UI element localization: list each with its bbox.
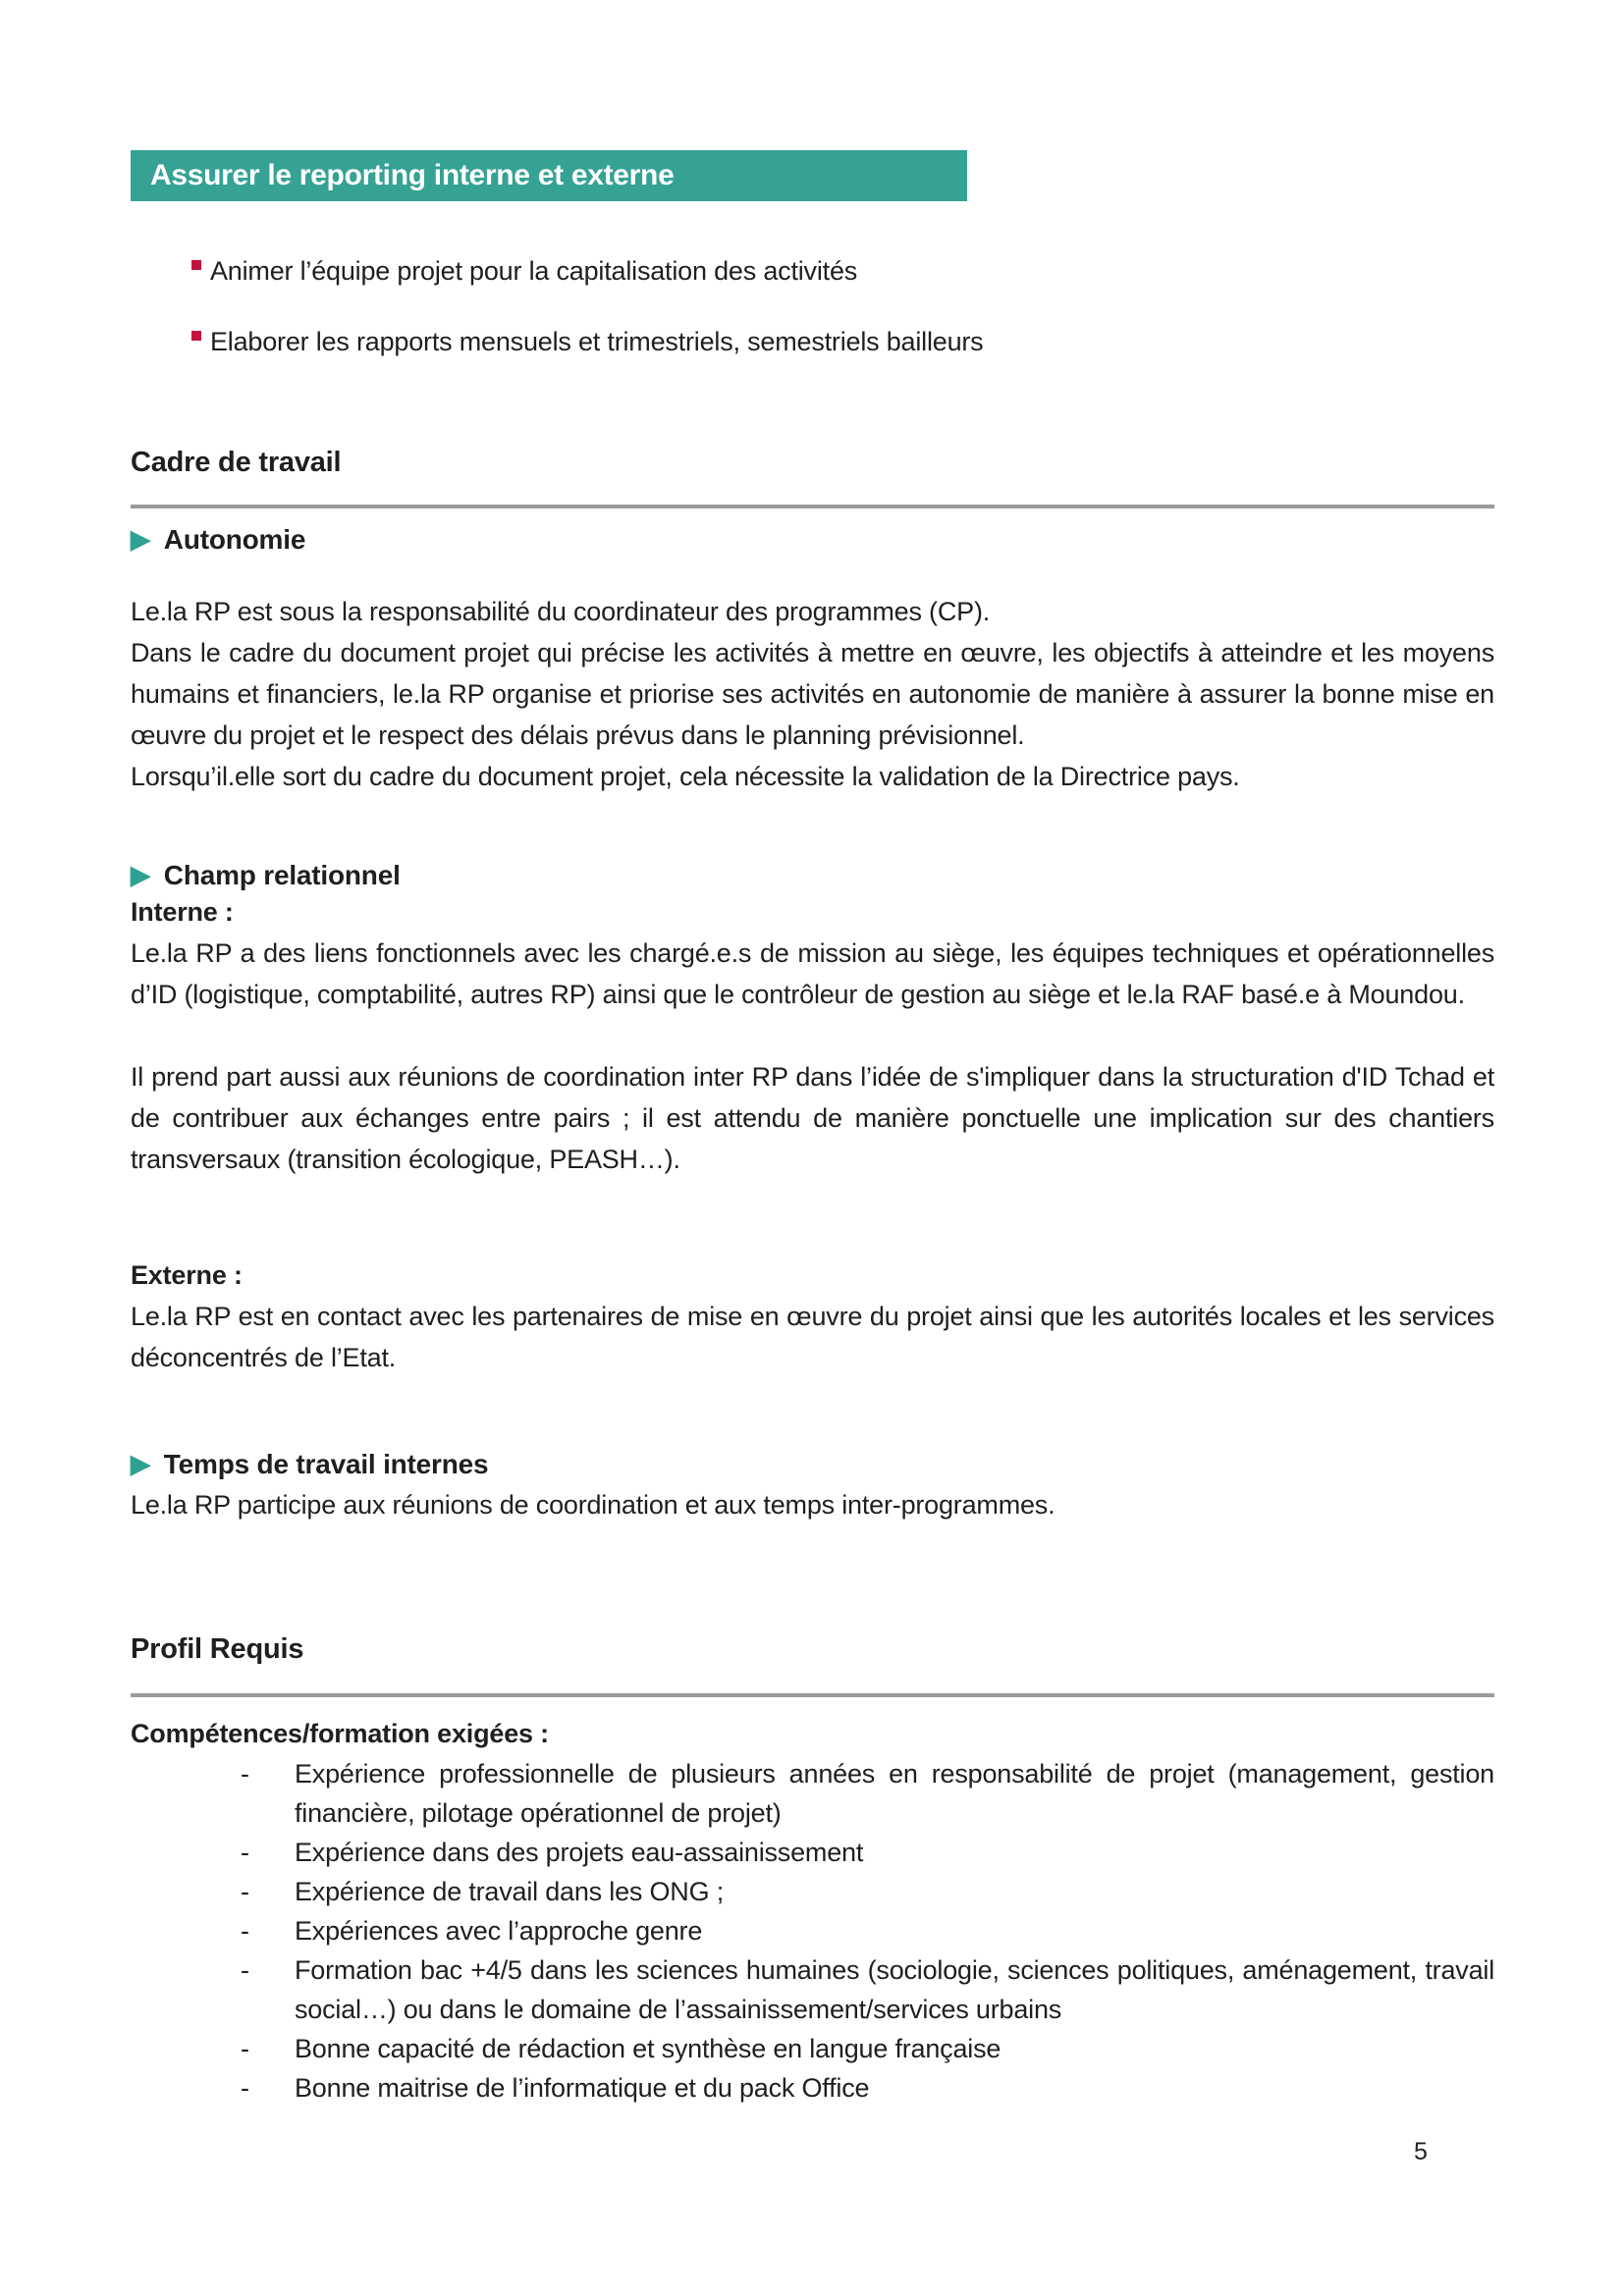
bullet-text: Elaborer les rapports mensuels et trimestriels, semestriels bailleurs	[210, 327, 984, 356]
competences-label: Compétences/formation exigées :	[131, 1719, 549, 1748]
temps-title: Temps de travail internes	[163, 1449, 489, 1479]
section-banner	[131, 150, 967, 201]
dash-bullet: -	[241, 1916, 249, 1946]
paragraph: Le.la RP participe aux réunions de coordination et aux temps inter-programmes.	[131, 1490, 1056, 1520]
list-item-text: Bonne maitrise de l’informatique et du pack Office	[295, 2073, 870, 2103]
page-content	[131, 0, 1494, 2108]
list-item	[241, 1950, 1494, 2029]
dash-bullet: -	[241, 2073, 249, 2103]
list-item	[191, 323, 1494, 360]
list-item	[241, 2029, 1494, 2068]
paragraph: Le.la RP a des liens fonctionnels avec les chargé.e.s de mission au siège, les équipes techniques et opérationnelles d’ID (logistique, comptabilité, autres RP) ainsi que le contrôleur de gestion au siège et le.la RAF basé.e à Moundou.	[131, 938, 1494, 1009]
list-item	[241, 1754, 1494, 1833]
square-bullet-icon	[191, 260, 201, 270]
section-divider	[131, 505, 1494, 508]
list-item	[241, 1833, 1494, 1872]
autonomie-paragraphs	[131, 591, 1494, 797]
competences-list	[241, 1754, 1494, 2108]
dash-bullet: -	[241, 1759, 249, 1789]
champ-subheading	[131, 860, 1494, 891]
task-bullet-list	[131, 252, 1494, 360]
temps-subheading	[131, 1449, 1494, 1480]
section-divider	[131, 1693, 1494, 1697]
list-item-text: Formation bac +4/5 dans les sciences humaines (sociologie, sciences politiques, aménagement, travail social…) ou dans le domaine de l’assainissement/services urbains	[295, 1955, 1494, 2024]
list-item-text: Expérience dans des projets eau-assainissement	[295, 1838, 864, 1867]
interne-label: Interne :	[131, 897, 234, 927]
paragraph: Il prend part aussi aux réunions de coordination inter RP dans l’idée de s'impliquer dans la structuration d'ID Tchad et de contribuer aux échanges entre pairs ; il est attendu de manière ponctuelle une implication sur des chantiers transversaux (transition écologique, PEASH…).	[131, 1062, 1494, 1174]
dash-bullet: -	[241, 1877, 249, 1906]
autonomie-subheading	[131, 524, 1494, 556]
dash-bullet: -	[241, 1955, 249, 1985]
bullet-text: Animer l’équipe projet pour la capitalisation des activités	[210, 256, 858, 286]
paragraph: Le.la RP est en contact avec les partenaires de mise en œuvre du projet ainsi que les autorités locales et les services déconcentrés de l’Etat.	[131, 1302, 1494, 1372]
champ-title: Champ relationnel	[163, 860, 401, 890]
list-item	[241, 2068, 1494, 2108]
dash-bullet: -	[241, 2034, 249, 2063]
paragraph: Le.la RP est sous la responsabilité du coordinateur des programmes (CP).	[131, 597, 991, 626]
page-number: 5	[1414, 2138, 1428, 2165]
dash-bullet: -	[241, 1838, 249, 1867]
paragraph: Dans le cadre du document projet qui précise les activités à mettre en œuvre, les objectifs à atteindre et les moyens humains et financiers, le.la RP organise et priorise ses activités en autonomie de manière à assurer la bonne mise en œuvre du projet et le respect des délais prévus dans le planning prévisionnel.	[131, 638, 1494, 750]
section-banner-title: Assurer le reporting interne et externe	[150, 159, 675, 191]
triangle-right-icon: ▶	[131, 523, 150, 554]
externe-label: Externe :	[131, 1260, 243, 1290]
list-item	[241, 1911, 1494, 1950]
paragraph: Lorsqu’il.elle sort du cadre du document projet, cela nécessite la validation de la Directrice pays.	[131, 762, 1240, 791]
triangle-right-icon: ▶	[131, 859, 150, 889]
autonomie-title: Autonomie	[163, 524, 306, 555]
list-item-text: Bonne capacité de rédaction et synthèse en langue française	[295, 2034, 1001, 2063]
square-bullet-icon	[191, 331, 201, 341]
triangle-right-icon: ▶	[131, 1448, 150, 1478]
cadre-heading: Cadre de travail	[131, 447, 342, 478]
list-item	[241, 1872, 1494, 1911]
list-item-text: Expérience professionnelle de plusieurs années en responsabilité de projet (management, gestion financière, pilotage opérationnel de projet)	[295, 1759, 1494, 1828]
list-item-text: Expérience de travail dans les ONG ;	[295, 1877, 725, 1906]
profil-heading: Profil Requis	[131, 1633, 304, 1665]
list-item-text: Expériences avec l’approche genre	[295, 1916, 703, 1946]
list-item	[191, 252, 1494, 290]
